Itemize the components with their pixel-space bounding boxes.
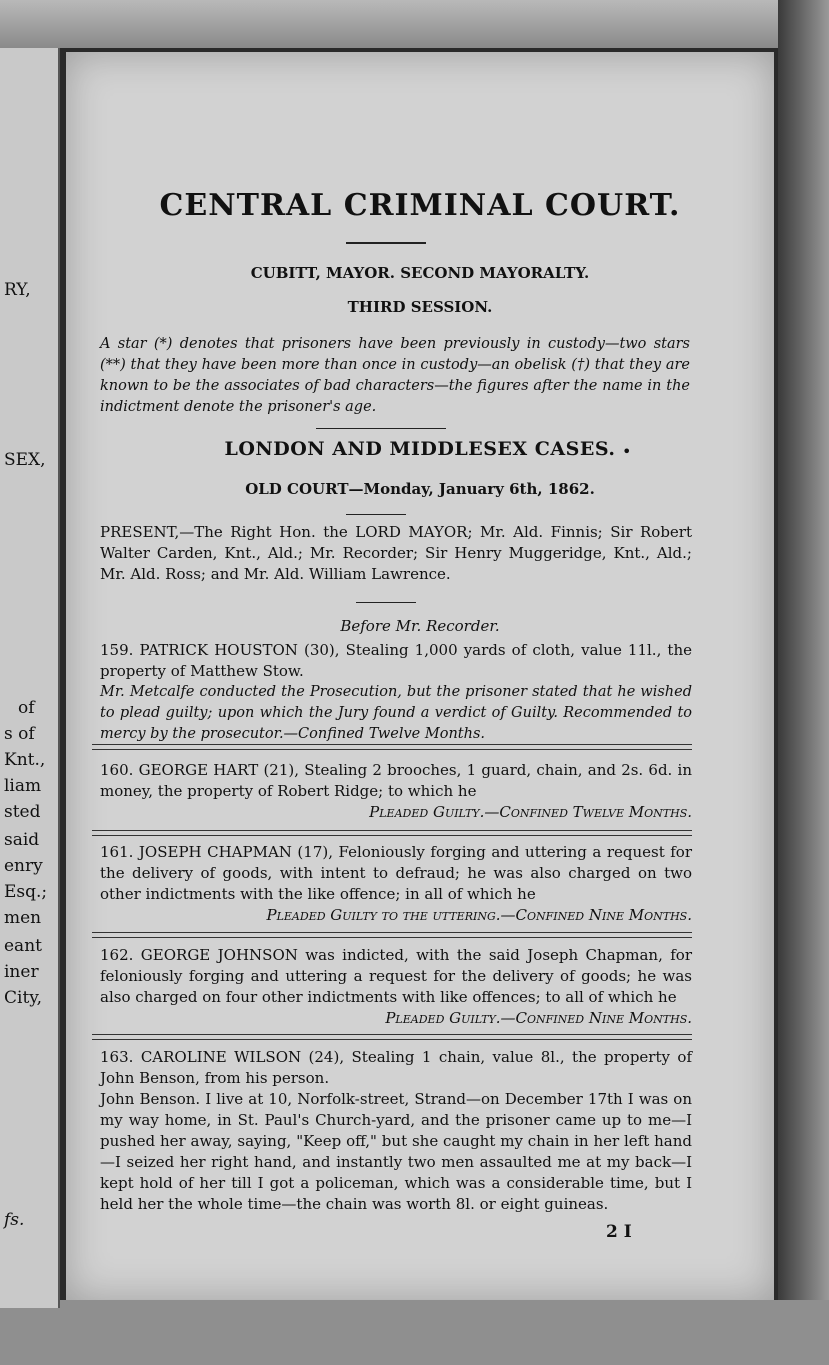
case-163-testimony: John Benson. I live at 10, Norfolk-street, Strand—on December 17th I was on my way home, in St. Paul's Church-yard, and the prisoner came up to me—I pushed her away, saying, "Keep off," but she caught my chain in her left hand—I seized her right hand, and instantly two men assaulted me at my back—I kept hold of her till I got a policeman, which was a considerable time, but I held her the whole time—the chain was worth 8l. or eight guineas. xyxy=(100,1090,692,1213)
title-rule xyxy=(346,242,426,244)
case-divider xyxy=(92,1034,692,1035)
left-fragment: RY, xyxy=(4,280,31,300)
before-judge: Before Mr. Recorder. xyxy=(340,617,500,635)
left-fragment: sted xyxy=(4,802,41,822)
scan-bottom-edge xyxy=(0,1300,829,1365)
case-159-detail: Mr. Metcalfe conducted the Prosecution, but the prisoner stated that he wished to plead guilty; upon which the Jury found a verdict of Guilty. Recommended to mercy by the prosecutor.—Confined Twelve Months. xyxy=(100,684,692,742)
left-fragment: of xyxy=(18,698,35,718)
document-page xyxy=(66,52,774,1300)
left-fragment: said xyxy=(4,830,40,850)
case-162-sentence: Pleaded Guilty.—Confined Nine Months. xyxy=(385,1009,692,1027)
case-163: 163. CAROLINE WILSON (24), Stealing 1 chain, value 8l., the property of John Benson, from his person. xyxy=(100,1048,692,1087)
left-fragment: eant xyxy=(4,936,42,956)
case-160-sentence: Pleaded Guilty.—Confined Twelve Months. xyxy=(369,803,692,821)
case-160: 160. GEORGE HART (21), Stealing 2 brooches, 1 guard, chain, and 2s. 6d. in money, the property of Robert Ridge; to which he xyxy=(100,761,692,800)
left-page-fragment xyxy=(0,48,60,1308)
session-heading: THIRD SESSION. xyxy=(347,298,493,316)
case-divider xyxy=(92,830,692,831)
case-161: 161. JOSEPH CHAPMAN (17), Feloniously forging and uttering a request for the delivery of goods, with intent to defraud; he was also charged on two other indictments with the like offence; in all of which he xyxy=(100,843,692,903)
scan-top-edge xyxy=(0,0,829,48)
left-fragment: enry xyxy=(4,856,43,876)
case-divider xyxy=(92,744,692,745)
custody-notice: A star (*) denotes that prisoners have been previously in custody—two stars (**) that they have been more than once in custody—an obelisk (†) that they are known to be the associates of bad characters—the figures after the name in the indictment denote the prisoner's age. xyxy=(100,336,690,415)
page-number: 2 I xyxy=(606,1222,632,1242)
left-fragment: iner xyxy=(4,962,39,982)
case-162: 162. GEORGE JOHNSON was indicted, with the said Joseph Chapman, for feloniously forging and uttering a request for the delivery of goods; he was also charged on four other indictments with like offences; to all of which he xyxy=(100,946,692,1006)
case-161-sentence: Pleaded Guilty to the uttering.—Confined Nine Months. xyxy=(266,906,692,924)
case-divider xyxy=(92,749,692,750)
case-divider xyxy=(92,932,692,933)
case-159: 159. PATRICK HOUSTON (30), Stealing 1,000 yards of cloth, value 11l., the property of Matthew Stow. xyxy=(100,641,692,680)
left-fragment: SEX, xyxy=(4,450,46,470)
scan-right-edge xyxy=(778,0,829,1365)
case-divider xyxy=(92,835,692,836)
notice-rule xyxy=(316,428,446,429)
bullet-mark: • xyxy=(622,442,632,461)
page-title: CENTRAL CRIMINAL COURT. xyxy=(159,188,681,223)
case-divider xyxy=(92,937,692,938)
case-divider xyxy=(92,1039,692,1040)
left-fragment: fs. xyxy=(4,1210,25,1230)
left-fragment: Knt., xyxy=(4,750,46,770)
left-fragment: City, xyxy=(4,988,43,1008)
present-rule xyxy=(356,602,416,603)
left-fragment: liam xyxy=(4,776,42,796)
mayoralty-heading: CUBITT, MAYOR. SECOND MAYORALTY. xyxy=(250,264,590,282)
left-fragment: men xyxy=(4,908,42,928)
left-fragment: Esq.; xyxy=(4,882,48,902)
left-fragment: s of xyxy=(4,724,35,744)
date-rule xyxy=(346,514,406,515)
present-list: PRESENT,—The Right Hon. the LORD MAYOR; Mr. Ald. Finnis; Sir Robert Walter Carden, Knt., Ald.; Mr. Recorder; Sir Henry Muggeridge, Knt., Ald.; Mr. Ald. Ross; and Mr. Ald. William Lawrence. xyxy=(100,523,692,583)
section-heading: LONDON AND MIDDLESEX CASES. xyxy=(224,438,616,460)
court-date: OLD COURT—Monday, January 6th, 1862. xyxy=(245,480,595,498)
